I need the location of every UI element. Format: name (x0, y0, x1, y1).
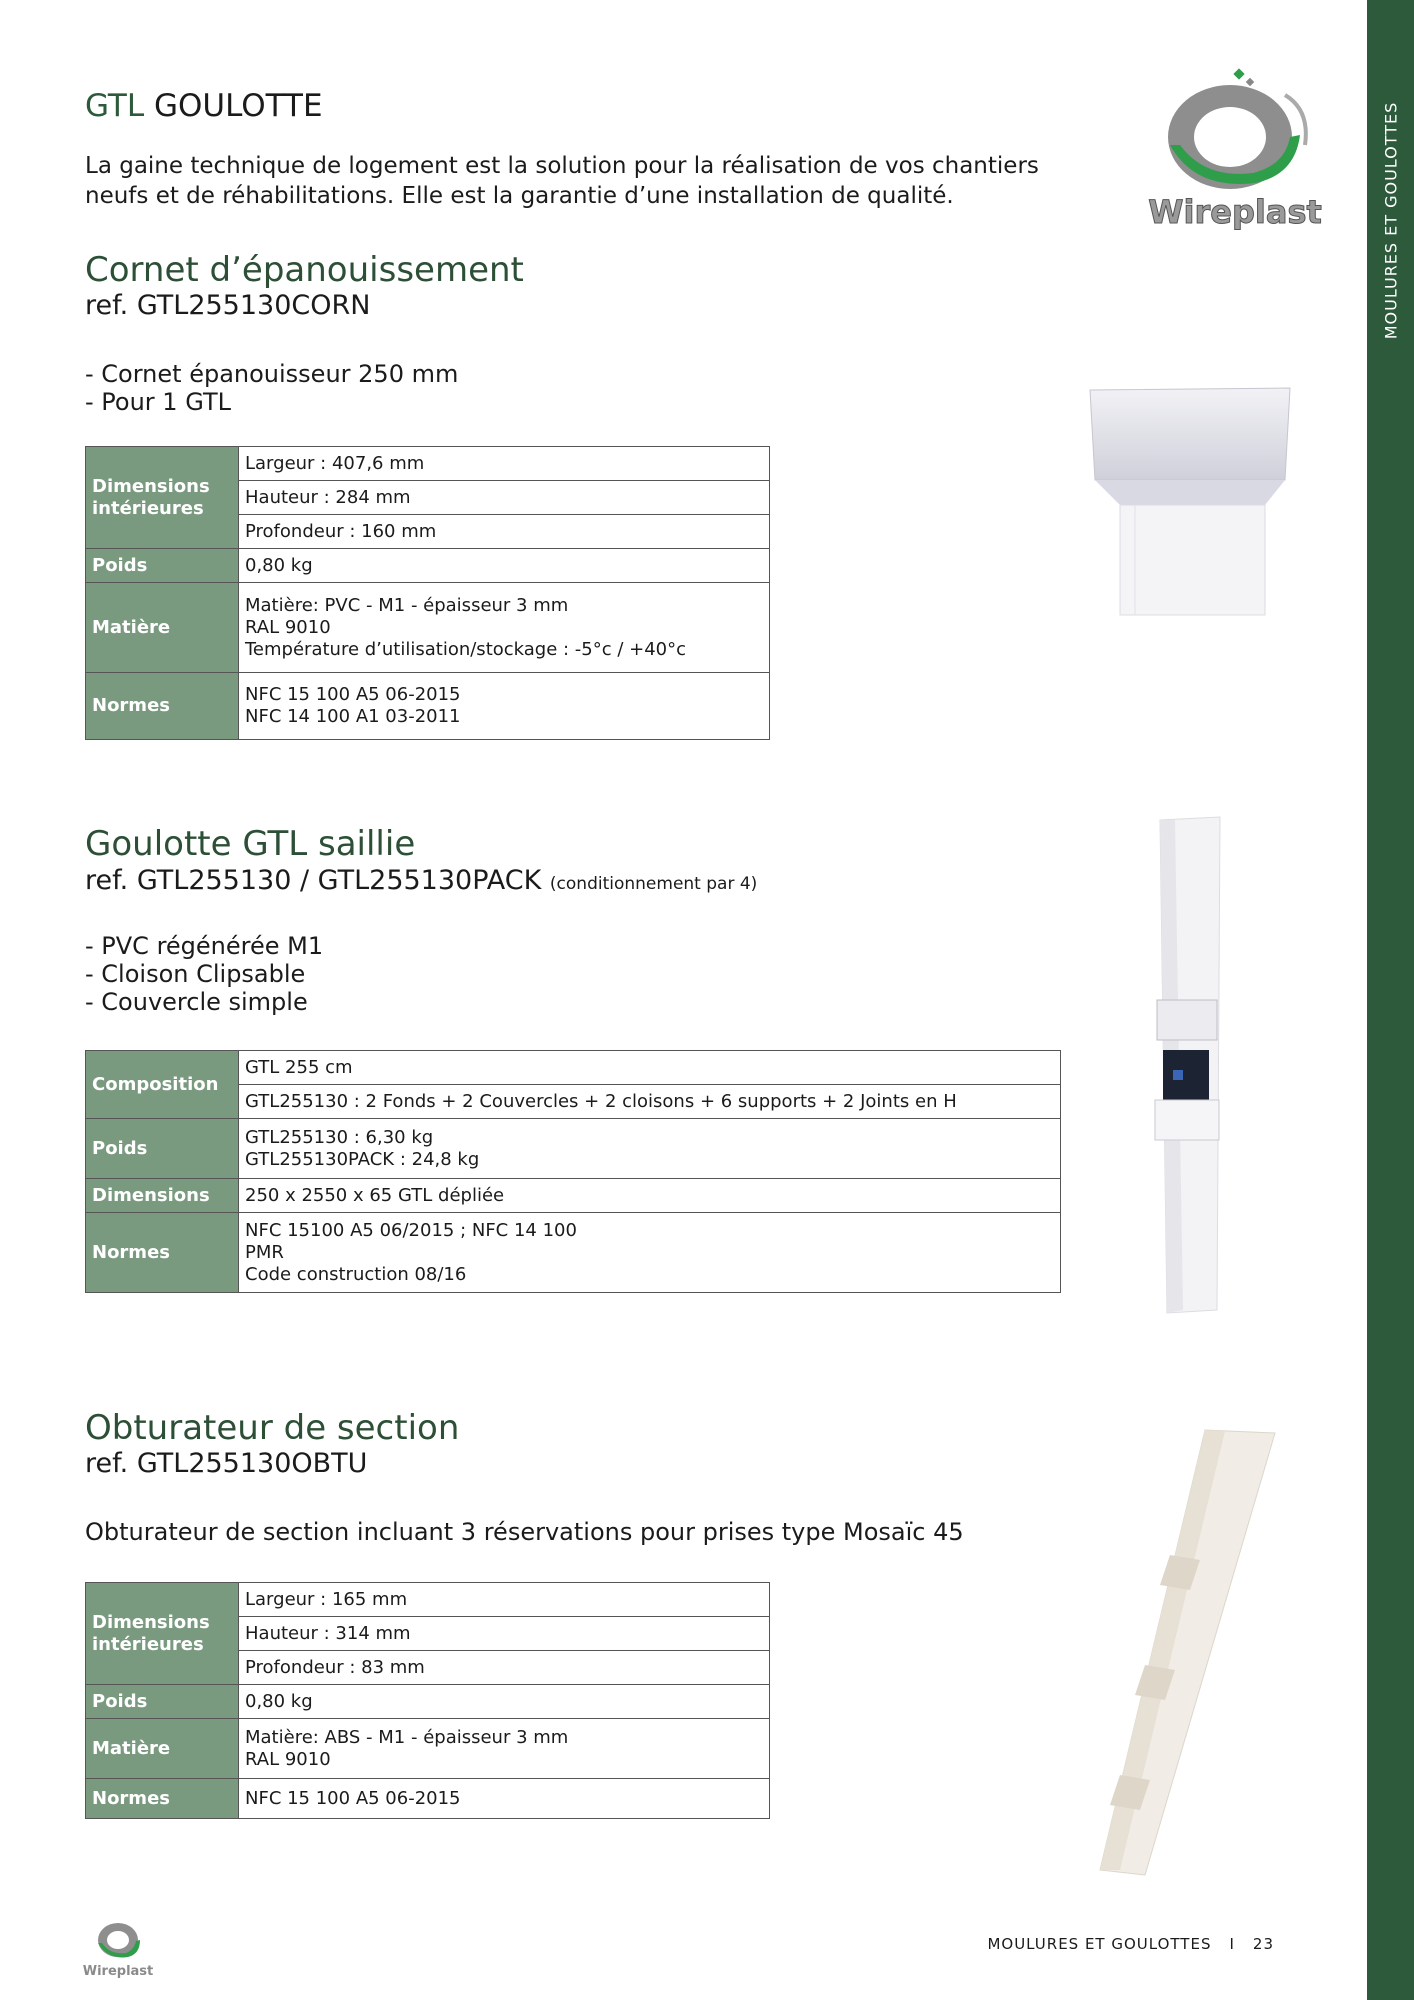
spec-value-multiline (239, 673, 770, 740)
spec-value: Largeur : 407,6 mm (239, 447, 770, 481)
section-3-spec-table (85, 1582, 770, 1819)
spec-value: GTL255130 : 2 Fonds + 2 Couvercles + 2 cloisons + 6 supports + 2 Joints en H (239, 1085, 1061, 1119)
spec-line: Matière: ABS - M1 - épaisseur 3 mm (245, 1726, 569, 1748)
spec-line: Code construction 08/16 (245, 1263, 467, 1285)
spec-label-dimensions: Dimensions (86, 1179, 239, 1213)
spec-value: Largeur : 165 mm (239, 1583, 770, 1617)
spec-line: NFC 15100 A5 06/2015 ; NFC 14 100 (245, 1219, 577, 1241)
spec-label-composition: Composition (86, 1051, 239, 1119)
section-1-spec-table (85, 446, 770, 740)
section-3-title: Obturateur de section (85, 1408, 460, 1448)
spec-line: GTL255130PACK : 24,8 kg (245, 1148, 480, 1170)
section-2-spec-table (85, 1050, 1061, 1293)
spec-value: 0,80 kg (239, 549, 770, 583)
section-1-ref: ref. GTL255130CORN (85, 290, 371, 321)
product-image-goulotte (1145, 815, 1225, 1315)
spec-value: NFC 15 100 A5 06-2015 (239, 1779, 770, 1819)
spec-label-poids: Poids (86, 1685, 239, 1719)
bullet: - PVC régénérée M1 (85, 932, 324, 960)
section-2-bullets (85, 932, 323, 1016)
spec-value: Profondeur : 83 mm (239, 1651, 770, 1685)
spec-line: RAL 9010 (245, 1748, 331, 1770)
spec-label-dimensions: Dimensions intérieures (86, 1583, 239, 1685)
spec-label-dimensions: Dimensions intérieures (86, 447, 239, 549)
section-3-ref: ref. GTL255130OBTU (85, 1448, 368, 1479)
section-3-description: Obturateur de section incluant 3 réservations pour prises type Mosaïc 45 (85, 1518, 964, 1546)
spec-label-matiere: Matière (86, 1719, 239, 1779)
spec-value-multiline (239, 1119, 1061, 1179)
spec-label-poids: Poids (86, 549, 239, 583)
product-image-obturateur (1090, 1425, 1290, 1880)
spec-value-multiline (239, 1719, 770, 1779)
spec-label-normes: Normes (86, 673, 239, 740)
section-2-title: Goulotte GTL saillie (85, 824, 416, 864)
spec-line: Température d’utilisation/stockage : -5°c / +40°c (245, 638, 687, 660)
bullet: - Pour 1 GTL (85, 388, 231, 416)
spec-value-multiline (239, 1213, 1061, 1293)
section-2-ref (85, 865, 757, 896)
section-2-ref-main: ref. GTL255130 / GTL255130PACK (85, 865, 542, 896)
sidebar-label: MOULURES ET GOULOTTES (1381, 101, 1401, 339)
spec-label-matiere: Matière (86, 583, 239, 673)
spec-line: Matière: PVC - M1 - épaisseur 3 mm (245, 594, 569, 616)
spec-line: RAL 9010 (245, 616, 331, 638)
bullet: - Cornet épanouisseur 250 mm (85, 360, 459, 388)
bullet: - Cloison Clipsable (85, 960, 306, 988)
spec-line: PMR (245, 1241, 284, 1263)
wireplast-logo (1135, 65, 1335, 235)
spec-label-normes: Normes (86, 1213, 239, 1293)
footer-section: MOULURES ET GOULOTTES (987, 1935, 1212, 1953)
spec-line: NFC 14 100 A1 03-2011 (245, 706, 461, 727)
spec-value: GTL 255 cm (239, 1051, 1061, 1085)
footer (987, 1935, 1274, 1953)
footer-logo (80, 1912, 160, 1980)
spec-line: NFC 15 100 A5 06-2015 (245, 684, 461, 705)
footer-logo-ring-icon (98, 1923, 140, 1957)
page-title-accent: GTL (85, 88, 145, 124)
spec-value: 250 x 2550 x 65 GTL dépliée (239, 1179, 1061, 1213)
spec-label-poids: Poids (86, 1119, 239, 1179)
spec-value: 0,80 kg (239, 1685, 770, 1719)
footer-separator: I (1229, 1935, 1235, 1953)
spec-value: Profondeur : 160 mm (239, 515, 770, 549)
spec-value: Hauteur : 284 mm (239, 481, 770, 515)
bullet: - Couvercle simple (85, 988, 308, 1016)
footer-logo-brand: Wireplast (82, 1964, 154, 1979)
logo-ring-icon (1168, 68, 1306, 189)
spec-line: GTL255130 : 6,30 kg (245, 1126, 434, 1148)
product-image-cornet (1085, 380, 1305, 620)
sidebar-label-wrap (1367, 85, 1414, 355)
intro-text: La gaine technique de logement est la solution pour la réalisation de vos chantiers neufs et de réhabilitations. Elle est la garantie d’une installation de qualité. (85, 153, 1039, 209)
spec-label-normes: Normes (86, 1779, 239, 1819)
section-1-bullets (85, 360, 458, 416)
section-2-ref-note: (conditionnement par 4) (549, 874, 758, 894)
spec-value-multiline (239, 583, 770, 673)
page-title (85, 88, 323, 124)
page-number: 23 (1252, 1935, 1274, 1953)
spec-value: Hauteur : 314 mm (239, 1617, 770, 1651)
logo-brand: Wireplast (1148, 193, 1322, 231)
page-title-rest: GOULOTTE (153, 88, 323, 124)
section-1-title: Cornet d’épanouissement (85, 250, 524, 290)
